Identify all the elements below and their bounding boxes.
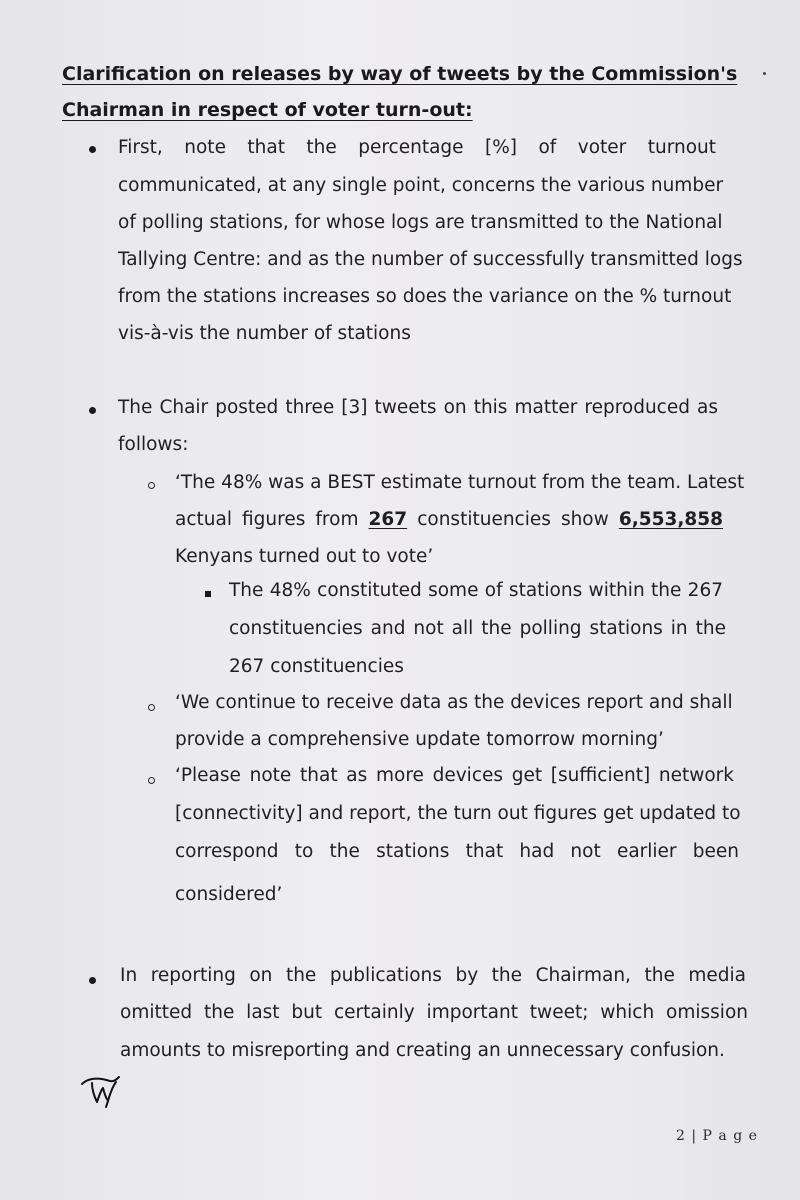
sub-bullet-circle bbox=[148, 482, 155, 489]
tweet1-sub-line-1: The 48% constituted some of stations within the 267 bbox=[229, 580, 723, 601]
page-number: 2 | P a g e bbox=[676, 1128, 758, 1144]
sub-sub-bullet-square bbox=[205, 591, 211, 597]
tweet1-line-2-part-b: constituencies show bbox=[417, 509, 609, 530]
bullet-dot bbox=[89, 977, 96, 984]
tweet1-sub-line-3: 267 constituencies bbox=[229, 656, 404, 677]
bullet1-line-1: First, note that the percentage [%] of voter turnout bbox=[118, 137, 716, 158]
tweet1-line-1: ‘The 48% was a BEST estimate turnout from the team. Latest bbox=[175, 472, 745, 493]
section-heading-line-2: Chairman in respect of voter turn-out: bbox=[62, 99, 473, 121]
bullet-dot bbox=[89, 407, 96, 414]
tweet2-line-1: ‘We continue to receive data as the devices report and shall bbox=[175, 692, 733, 713]
bullet1-line-4: Tallying Centre: and as the number of successfully transmitted logs bbox=[118, 249, 743, 270]
tweet1-line-2 bbox=[175, 509, 723, 530]
turnout-count: 6,553,858 bbox=[618, 509, 723, 530]
bullet1-line-5: from the stations increases so does the variance on the % turnout bbox=[118, 286, 732, 307]
paper-speck bbox=[763, 72, 766, 75]
tweet3-line-1: ‘Please note that as more devices get [sufficient] network bbox=[175, 765, 734, 786]
tweet2-line-2: provide a comprehensive update tomorrow morning’ bbox=[175, 729, 664, 750]
bullet3-line-1: In reporting on the publications by the Chairman, the media bbox=[120, 965, 746, 986]
tweet1-sub-line-2: constituencies and not all the polling stations in the bbox=[229, 618, 726, 639]
tweet3-line-2: [connectivity] and report, the turn out figures get updated to bbox=[175, 803, 741, 824]
bullet3-line-3: amounts to misreporting and creating an unnecessary confusion. bbox=[120, 1040, 725, 1061]
bullet2-line-1: The Chair posted three [3] tweets on this matter reproduced as bbox=[118, 397, 718, 418]
tweet3-line-3: correspond to the stations that had not earlier been bbox=[175, 841, 739, 862]
bullet3-line-2: omitted the last but certainly important tweet; which omission bbox=[120, 1002, 748, 1023]
handwritten-initials bbox=[80, 1072, 122, 1110]
bullet1-line-6: vis-à-vis the number of stations bbox=[118, 323, 411, 344]
tweet1-line-2-part-a: actual figures from bbox=[175, 509, 359, 530]
tweet3-line-4: considered’ bbox=[175, 884, 283, 905]
constituencies-count: 267 bbox=[368, 509, 408, 530]
bullet1-line-3: of polling stations, for whose logs are transmitted to the National bbox=[118, 212, 723, 233]
bullet1-line-2: communicated, at any single point, concerns the various number bbox=[118, 175, 724, 196]
sub-bullet-circle bbox=[148, 704, 155, 711]
section-heading-line-1: Clarification on releases by way of tweets by the Commission's bbox=[62, 63, 738, 85]
bullet2-line-2: follows: bbox=[118, 434, 189, 455]
bullet-dot bbox=[89, 146, 96, 153]
sub-bullet-circle bbox=[148, 777, 155, 784]
tweet1-line-3: Kenyans turned out to vote’ bbox=[175, 546, 434, 567]
